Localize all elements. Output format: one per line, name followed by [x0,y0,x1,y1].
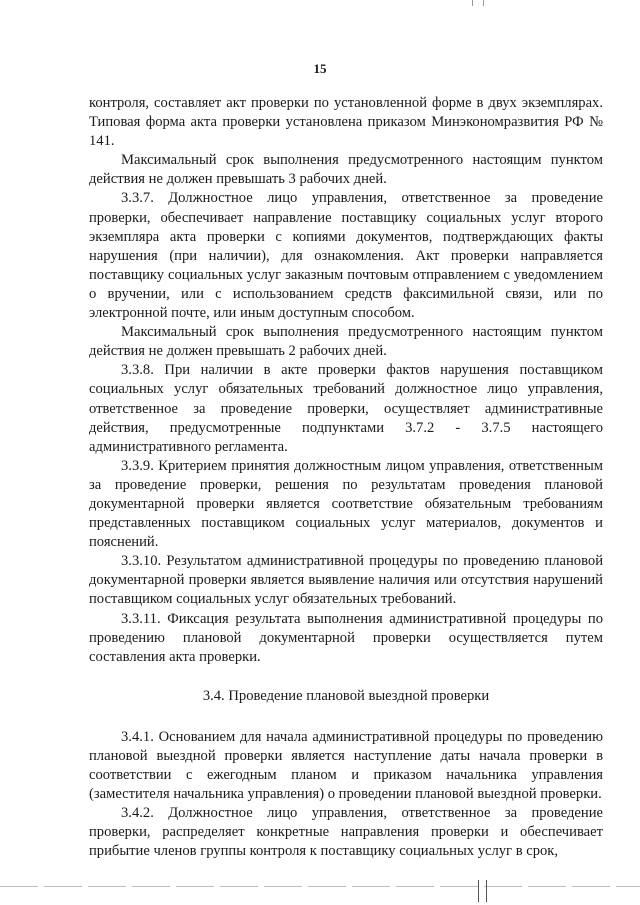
paragraph-3-3-8: 3.3.8. При наличии в акте проверки фактов нарушения поставщиком социальных услуг обязательных требований должностное лицо управления, ответственное за проведение проверки, осуществляет административные действия, предусмотренные подпунктами 3.7.2 - 3.7.5 настоящего административного регламента. [89,362,603,455]
document-body [89,94,603,862]
paragraph-deadline-3-days: Максимальный срок выполнения предусмотренного настоящим пунктом действия не должен превышать 3 рабочих дней. [89,152,603,188]
scan-artifact-bottom [478,880,487,902]
paragraph-3-3-9: 3.3.9. Критерием принятия должностным лицом управления, ответственным за проведение проверки, решения по результатам проведения плановой документарной проверки является соответствие обязательным требованиям представленных поставщиком социальных услуг материалов, документов и пояснений. [89,457,603,551]
section-heading: 3.4. Проведение плановой выездной проверки [202,687,490,704]
paragraph-3-3-10: 3.3.10. Результатом административной процедуры по проведению плановой документарной проверки является выявление наличия или отсутствия нарушений поставщиком социальных услуг обязательных требований. [89,553,603,608]
paragraph-continuation: контроля, составляет акт проверки по установленной форме в двух экземплярах. Типовая форма акта проверки установлена приказом Минэкономразвития РФ № 141. [89,95,603,150]
paragraph-deadline-2-days: Максимальный срок выполнения предусмотренного настоящим пунктом действия не должен превышать 2 рабочих дней. [89,324,603,360]
scan-artifact-top [472,0,484,6]
paragraph-3-3-11: 3.3.11. Фиксация результата выполнения административной процедуры по проведению плановой документарной проверки осуществляется путем составления акта проверки. [89,610,603,665]
scan-artifact-line [0,886,640,887]
paragraph-3-4-2: 3.4.2. Должностное лицо управления, ответственное за проведение проверки, распределяет конкретные направления проверки и обеспечивает прибытие членов группы контроля к поставщику социальных услуг в срок, [89,805,603,860]
page-number: 15 [313,61,327,76]
paragraph-3-3-7: 3.3.7. Должностное лицо управления, ответственное за проведение проверки, обеспечивает направление поставщику социальных услуг второго экземпляра акта проверки с копиями документов, подтверждающих факты нарушения (при наличии), для ознакомления. Акт проверки направляется поставщику социальных услуг заказным почтовым отправлением с уведомлением о вручении, или с использованием средств факсимильной связи, или по электронной почте, или иным доступным способом. [89,190,603,322]
paragraph-3-4-1: 3.4.1. Основанием для начала административной процедуры по проведению плановой выездной проверки является наступление даты начала проверки в соответствии с ежегодным планом и приказом начальника управления (заместителя начальника управления) о проведении плановой выездной проверки. [89,728,603,803]
